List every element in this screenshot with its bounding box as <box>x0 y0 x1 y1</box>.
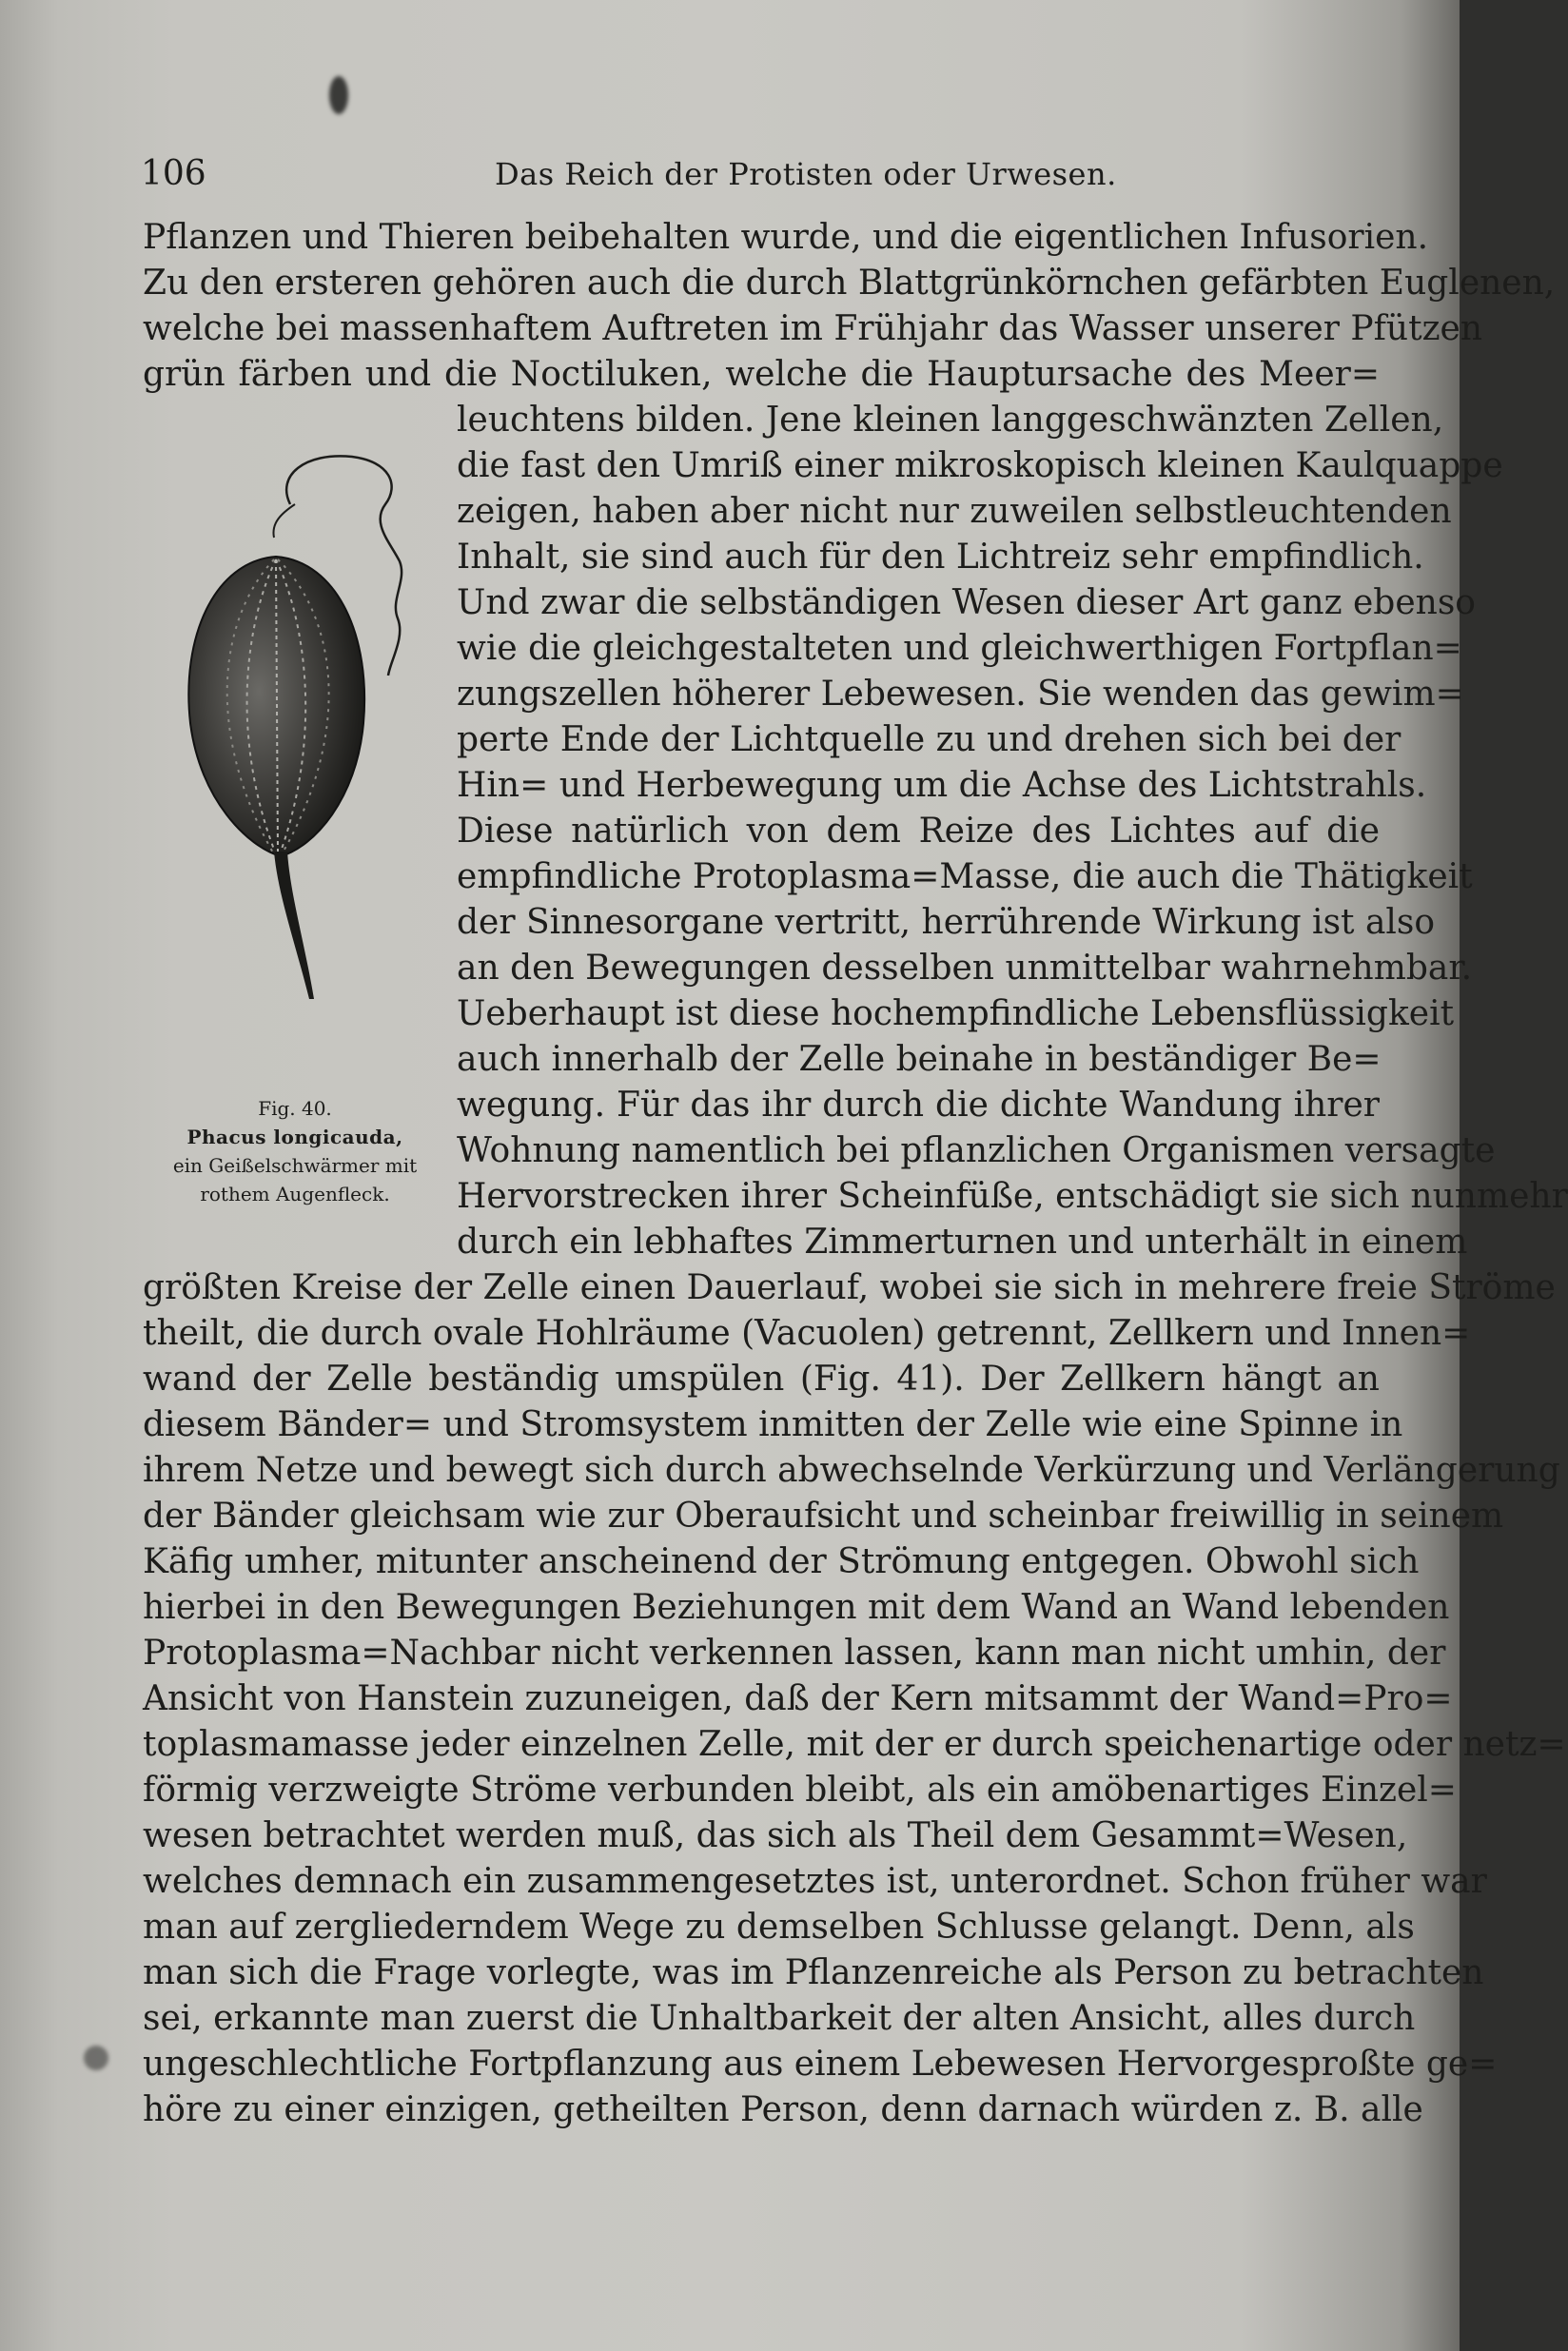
text-line: sei, erkannte man zuerst die Unhaltbarkeit der alten Ansicht, alles durch <box>143 1999 1416 2038</box>
text-line: toplasmamasse jeder einzelnen Zelle, mit der er durch speichenartige oder netz= <box>143 1725 1566 1764</box>
text-line: Hin= und Herbewegung um die Achse des Lichtstrahls. <box>457 766 1427 805</box>
text-line: grün färben und die Noctiluken, welche die Hauptursache des Meer= <box>143 355 1380 394</box>
text-line: ihrem Netze und bewegt sich durch abwechselnde Verkürzung und Verlängerung <box>143 1451 1560 1490</box>
text-line: größten Kreise der Zelle einen Dauerlauf, wobei sie sich in mehrere freie Ströme <box>143 1268 1556 1307</box>
text-line: man sich die Frage vorlegte, was im Pflanzenreiche als Person zu betrachten <box>143 1953 1484 1992</box>
text-line: leuchtens bilden. Jene kleinen langgeschwänzten Zellen, <box>457 401 1444 440</box>
text-line: wie die gleichgestalteten und gleichwerthigen Fortpflan= <box>457 629 1462 668</box>
text-line: Wohnung namentlich bei pflanzlichen Organismen versagte <box>457 1131 1496 1170</box>
text-line: zeigen, haben aber nicht nur zuweilen selbstleuchtenden <box>457 492 1452 531</box>
text-line: Käfig umher, mitunter anscheinend der Strömung entgegen. Obwohl sich <box>143 1542 1420 1581</box>
text-line: welches demnach ein zusammengesetztes ist, unterordnet. Schon früher war <box>143 1862 1487 1901</box>
ink-smudge <box>84 2046 108 2070</box>
text-line: perte Ende der Lichtquelle zu und drehen sich bei der <box>457 720 1401 759</box>
text-line: Diese natürlich von dem Reize des Lichtes auf die <box>457 812 1380 851</box>
figure-description: ein Geißelschwärmer mit <box>172 1154 418 1177</box>
phacus-illustration <box>162 447 428 1018</box>
running-head <box>141 150 1378 198</box>
text-line: Ueberhaupt ist diese hochempfindliche Lebensflüssigkeit <box>457 994 1455 1033</box>
text-line: Zu den ersteren gehören auch die durch Blattgrünkörnchen gefärbten Euglenen, <box>143 264 1556 303</box>
text-line: Protoplasma=Nachbar nicht verkennen lassen, kann man nicht umhin, der <box>143 1634 1446 1673</box>
text-line: diesem Bänder= und Stromsystem inmitten der Zelle wie eine Spinne in <box>143 1405 1403 1444</box>
text-line: die fast den Umriß einer mikroskopisch kleinen Kaulquappe <box>457 446 1503 485</box>
text-line: förmig verzweigte Ströme verbunden bleibt, als ein amöbenartiges Einzel= <box>143 1771 1457 1810</box>
text-line: welche bei massenhaftem Auftreten im Frühjahr das Wasser unserer Pfützen <box>143 309 1483 348</box>
text-line: Inhalt, sie sind auch für den Lichtreiz sehr empfindlich. <box>457 538 1424 577</box>
text-line: der Sinnesorgane vertritt, herrührende Wirkung ist also <box>457 903 1436 942</box>
text-line: auch innerhalb der Zelle beinahe in beständiger Be= <box>457 1040 1382 1079</box>
text-line: hierbei in den Bewegungen Beziehungen mit dem Wand an Wand lebenden <box>143 1588 1450 1627</box>
text-line: wegung. Für das ihr durch die dichte Wandung ihrer <box>457 1086 1380 1125</box>
figure-species-name: Phacus longicauda, <box>186 1126 403 1148</box>
text-line: durch ein lebhaftes Zimmerturnen und unterhält in einem <box>457 1223 1468 1262</box>
text-line: ungeschlechtliche Fortpflanzung aus einem Lebewesen Hervorgesproßte ge= <box>143 2045 1498 2084</box>
figure <box>143 447 447 1227</box>
text-line: der Bänder gleichsam wie zur Oberaufsicht und scheinbar freiwillig in seinem <box>143 1497 1504 1536</box>
figure-description: rothem Augenfleck. <box>200 1183 390 1205</box>
figure-caption <box>143 1094 447 1208</box>
text-line: wand der Zelle beständig umspülen (Fig. 41). Der Zellkern hängt an <box>143 1360 1380 1399</box>
text-line: höre zu einer einzigen, getheilten Person, denn darnach würden z. B. alle <box>143 2090 1423 2129</box>
text-line: Pflanzen und Thieren beibehalten wurde, und die eigentlichen Infusorien. <box>143 218 1429 257</box>
text-line: empfindliche Protoplasma=Masse, die auch die Thätigkeit <box>457 857 1473 896</box>
running-title: Das Reich der Protisten oder Urwesen. <box>495 156 1117 192</box>
page-number: 106 <box>141 154 206 193</box>
text-line: Und zwar die selbständigen Wesen dieser Art ganz ebenso <box>457 583 1476 622</box>
figure-label: Fig. 40. <box>258 1097 332 1120</box>
text-line: an den Bewegungen desselben unmittelbar wahrnehmbar. <box>457 949 1473 988</box>
text-line: zungszellen höherer Lebewesen. Sie wenden das gewim= <box>457 675 1464 714</box>
text-line: Hervorstrecken ihrer Scheinfüße, entschädigt sie sich nunmehr <box>457 1177 1568 1216</box>
ink-smudge <box>329 76 348 114</box>
text-line: wesen betrachtet werden muß, das sich als Theil dem Gesammt=Wesen, <box>143 1816 1408 1855</box>
text-line: Ansicht von Hanstein zuzuneigen, daß der Kern mitsammt der Wand=Pro= <box>143 1679 1453 1718</box>
text-line: man auf zergliederndem Wege zu demselben Schlusse gelangt. Denn, als <box>143 1908 1415 1947</box>
text-line: theilt, die durch ovale Hohlräume (Vacuolen) getrennt, Zellkern und Innen= <box>143 1314 1471 1353</box>
